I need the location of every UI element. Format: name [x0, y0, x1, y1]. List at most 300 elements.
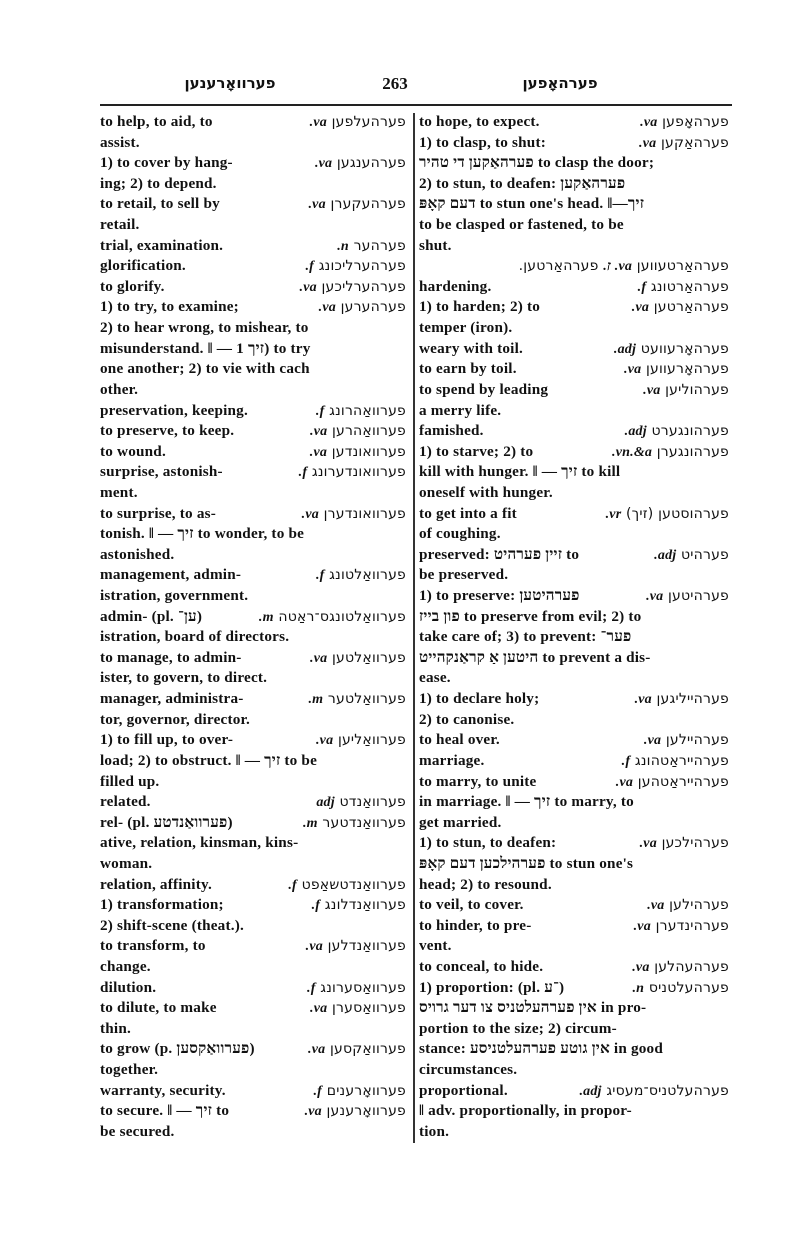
entry-line: [100, 504, 406, 525]
english-gloss: 1) to stun, to deafen:: [419, 834, 557, 852]
english-gloss: astonished.: [100, 545, 175, 563]
english-gloss: to get into a fit: [419, 504, 517, 522]
english-gloss: to heal over.: [419, 731, 500, 749]
entry-line: [419, 504, 729, 525]
entry-line: [419, 524, 729, 545]
english-gloss: shut.: [419, 236, 452, 254]
english-gloss: to secure. ‖ — זיך to: [100, 1102, 230, 1120]
entry-line: [100, 545, 406, 566]
entry-line: [100, 813, 406, 834]
english-gloss: to grow (p. פערוואַקסען): [100, 1040, 255, 1058]
entry-line: [100, 277, 406, 298]
part-of-speech: adj: [316, 795, 335, 811]
entry-line: [419, 153, 729, 174]
yiddish-headword: פערהונגערן: [656, 443, 729, 460]
entry-line: [100, 565, 406, 586]
entry-line: [100, 730, 406, 751]
headword-group: [316, 730, 406, 752]
yiddish-headword: פערהאַרטונג: [650, 278, 729, 295]
part-of-speech: adj.: [654, 547, 677, 563]
entry-line: [419, 401, 729, 422]
part-of-speech: f.: [307, 980, 316, 996]
english-gloss: to hope, to expect.: [419, 113, 540, 130]
entry-line: [100, 359, 406, 380]
entry-line: [419, 359, 729, 380]
english-gloss: 1) transformation;: [100, 896, 224, 914]
headword-group: [310, 648, 406, 670]
yiddish-headword: פערהערליכען: [321, 278, 406, 295]
english-gloss: אין פערהעלטניס צו דער גרויס in pro-: [419, 999, 647, 1017]
english-gloss: glorification.: [100, 257, 186, 275]
part-of-speech: va.: [309, 115, 327, 130]
entry-line: [419, 875, 729, 896]
english-gloss: kill with hunger. ‖ — זיך to kill: [419, 463, 621, 481]
entry-line: [100, 380, 406, 401]
yiddish-headword: פערהער: [353, 237, 406, 254]
yiddish-headword: פערוואָרענען: [326, 1103, 406, 1120]
yiddish-headword: פערוואַלטונגס־ראַטה: [278, 608, 406, 625]
yiddish-headword: פערהייליגען: [656, 691, 729, 708]
entry-line: [419, 813, 729, 834]
english-gloss: change.: [100, 957, 151, 975]
yiddish-headword: פערהעקערן: [330, 196, 406, 213]
entry-line: [419, 1019, 729, 1040]
yiddish-headword: פערוואַליען: [337, 732, 406, 749]
english-gloss: load; 2) to obstruct. ‖ — זיך to be: [100, 751, 318, 769]
entry-line: [100, 792, 406, 813]
english-gloss: פון בייז to preserve from evil; 2) to: [419, 607, 642, 625]
entry-line: [100, 236, 406, 257]
headword-group: [310, 442, 406, 464]
entry-line: [419, 689, 729, 710]
entry-line: [419, 215, 729, 236]
headword-group: [305, 256, 406, 278]
english-gloss: tion.: [419, 1122, 450, 1140]
yiddish-headword: פערהיילען: [665, 732, 729, 749]
yiddish-headword: פערהייראַטהונג: [634, 752, 729, 769]
english-gloss: tor, governor, director.: [100, 710, 251, 728]
yiddish-headword: פערוואַנדלונג: [324, 897, 406, 914]
part-of-speech: m.: [258, 609, 274, 625]
entry-line: [419, 710, 729, 731]
entry-line: [100, 586, 406, 607]
part-of-speech: va.: [632, 959, 650, 975]
entry-line: [100, 401, 406, 422]
part-of-speech: va.: [308, 197, 326, 213]
entry-line: [419, 112, 729, 133]
english-gloss: vent.: [419, 937, 452, 955]
entry-line: [100, 318, 406, 339]
page-number: 263: [382, 74, 408, 93]
part-of-speech: va.: [646, 589, 664, 605]
yiddish-headword: פערהוליען: [665, 381, 729, 398]
entry-line: [100, 998, 406, 1019]
yiddish-headword: פערהוסטען (זיך): [626, 505, 729, 522]
entry-line: [100, 153, 406, 174]
english-gloss: portion to the size; 2) circum-: [419, 1019, 617, 1037]
english-gloss: to surprise, to as-: [100, 504, 217, 522]
entry-line: [419, 957, 729, 978]
headword-group: [316, 401, 406, 423]
headword-group: [639, 133, 729, 155]
yiddish-headword: פערוואונדען: [331, 443, 406, 460]
english-gloss: to earn by toil.: [419, 360, 517, 378]
english-gloss: related.: [100, 793, 151, 811]
english-gloss: get married.: [419, 813, 502, 831]
headword-group: [305, 1101, 406, 1123]
entry-line: [419, 648, 729, 669]
english-gloss: 1) to declare holy;: [419, 690, 540, 708]
entry-line: [100, 1122, 406, 1143]
english-gloss: 2) to canonise.: [419, 710, 515, 728]
english-gloss: to help, to aid, to: [100, 113, 213, 130]
headword-group: [288, 875, 406, 897]
headword-group: [319, 297, 406, 319]
entry-line: [100, 483, 406, 504]
part-of-speech: va.: [640, 115, 658, 130]
yiddish-headword: פערוואונדערן: [323, 505, 406, 522]
entry-line: [100, 772, 406, 793]
headword-group: [614, 339, 729, 361]
part-of-speech: f.: [315, 403, 325, 419]
english-gloss: 2) to hear wrong, to mishear, to: [100, 319, 309, 337]
english-gloss: circumstances.: [419, 1061, 518, 1079]
english-gloss: warranty, security.: [100, 1081, 226, 1099]
english-gloss: relation, affinity.: [100, 875, 212, 893]
headword-group: [313, 1081, 406, 1103]
entry-line: [419, 462, 729, 483]
entry-line: [419, 751, 729, 772]
entry-line: [100, 936, 406, 957]
entry-line: [419, 565, 729, 586]
entry-line: [419, 339, 729, 360]
english-gloss: ease.: [419, 669, 451, 687]
part-of-speech: va.: [634, 692, 652, 708]
english-gloss: head; 2) to resound.: [419, 875, 552, 893]
headword-group: [308, 1039, 406, 1061]
entry-line: [100, 978, 406, 999]
cross-reference: פערהאַרטען.: [518, 258, 599, 275]
headword-group: [337, 236, 406, 258]
yiddish-headword: פערהעלטניס־מעסיג: [606, 1082, 729, 1099]
english-gloss: in marriage. ‖ — זיך to marry, to: [419, 793, 634, 811]
entry-line: [419, 133, 729, 154]
yiddish-headword: פערהעהלען: [654, 958, 729, 975]
yiddish-headword: פערהאַרטעווען: [636, 258, 729, 275]
english-gloss: marriage.: [419, 751, 485, 769]
headword-group: [307, 978, 406, 1000]
english-gloss: to spend by leading: [419, 380, 549, 398]
english-gloss: 1) to cover by hang-: [100, 154, 233, 172]
entry-line: [419, 978, 729, 999]
entry-line: [419, 318, 729, 339]
english-gloss: a merry life.: [419, 401, 502, 419]
english-gloss: to transform, to: [100, 937, 206, 955]
headword-group: [622, 751, 729, 773]
entry-line: [100, 668, 406, 689]
yiddish-headword: פערהערען: [340, 299, 406, 316]
entry-line: [419, 998, 729, 1019]
english-gloss: thin.: [100, 1019, 131, 1037]
english-gloss: preserved: זיין פערהיט to: [419, 545, 580, 563]
part-of-speech: m.: [308, 692, 324, 708]
english-gloss: istration, board of directors.: [100, 628, 290, 646]
yiddish-headword: פערהינדערן: [655, 917, 729, 934]
entry-line: [419, 1122, 729, 1143]
english-gloss: tonish. ‖ — זיך to wonder, to be: [100, 525, 305, 543]
headword-group: [632, 297, 729, 319]
yiddish-headword: פערוואַהרען: [331, 423, 406, 440]
headword-group: [310, 112, 406, 134]
headword-group: [315, 153, 406, 175]
headword-group: [606, 504, 729, 526]
headword-group: [303, 813, 406, 835]
yiddish-headword: פערהונגערט: [651, 423, 729, 440]
english-gloss: be preserved.: [419, 566, 509, 584]
yiddish-headword: פערהאָרעוועט: [640, 340, 729, 357]
english-gloss: ‖ adv. proportionally, in propor-: [419, 1102, 632, 1120]
headword-group: [624, 359, 729, 381]
yiddish-headword: פערוואַסערן: [332, 1000, 406, 1017]
english-gloss: preservation, keeping.: [100, 401, 248, 419]
entry-line: [100, 854, 406, 875]
entry-line: [100, 297, 406, 318]
headword-group: [632, 957, 729, 979]
headword-group: [647, 895, 729, 917]
yiddish-headword: פערהאָפען: [662, 114, 729, 130]
english-gloss: to manage, to admin-: [100, 648, 242, 666]
headword-group: [312, 895, 406, 917]
entry-line: [419, 442, 729, 463]
part-of-speech: f.: [637, 279, 647, 295]
entry-line: [419, 297, 729, 318]
part-of-speech: va.: [301, 506, 319, 522]
english-gloss: ing; 2) to depend.: [100, 174, 217, 192]
yiddish-headword: פערוואַלטונג: [329, 567, 406, 584]
english-gloss: 1) to fill up, to over-: [100, 731, 234, 749]
english-gloss: to glorify.: [100, 277, 165, 295]
entry-line: [419, 586, 729, 607]
entry-line: [419, 256, 729, 277]
headword-group: [316, 565, 406, 587]
headword-group: [302, 504, 406, 526]
headword-group: [310, 998, 406, 1020]
headword-group: [640, 833, 729, 855]
part-of-speech: va.: [309, 444, 328, 460]
entry-line: [100, 524, 406, 545]
headword-group: [316, 792, 406, 814]
part-of-speech: f.: [298, 465, 308, 481]
header-rule: [100, 104, 732, 106]
part-of-speech: va.: [643, 382, 661, 398]
entry-line: [419, 730, 729, 751]
english-gloss: to dilute, to make: [100, 999, 217, 1017]
entry-line: [419, 936, 729, 957]
entry-line: [100, 895, 406, 916]
part-of-speech: va.: [639, 836, 657, 852]
entry-line: [419, 627, 729, 648]
english-gloss: proportional.: [419, 1081, 508, 1099]
entry-line: [100, 1081, 406, 1102]
entry-line: [419, 174, 729, 195]
headword-group: [640, 112, 729, 134]
yiddish-headword: פערוואָרענים: [326, 1082, 406, 1099]
part-of-speech: f.: [305, 259, 315, 275]
english-gloss: woman.: [100, 854, 153, 872]
english-gloss: filled up.: [100, 772, 160, 790]
part-of-speech: va.: [305, 939, 323, 955]
english-gloss: to hinder, to pre-: [419, 916, 532, 934]
entry-line: [419, 194, 729, 215]
english-gloss: to veil, to cover.: [419, 896, 524, 914]
english-gloss: other.: [100, 380, 139, 398]
part-of-speech: f.: [288, 877, 297, 893]
entry-line: [419, 607, 729, 628]
part-of-speech: va.: [315, 733, 334, 749]
part-of-speech: adj.: [624, 424, 647, 440]
entry-line: [100, 133, 406, 154]
entry-line: [100, 442, 406, 463]
part-of-speech: n.: [632, 980, 645, 996]
part-of-speech: va.: [314, 156, 333, 172]
headword-group: [634, 916, 729, 938]
part-of-speech: f.: [313, 1083, 323, 1099]
english-gloss: rel- (pl. פערוואַנדטע): [100, 813, 233, 831]
part-of-speech: va.: [647, 898, 665, 914]
english-gloss: weary with toil.: [419, 339, 524, 357]
english-gloss: 2) shift-scene (theat.).: [100, 916, 244, 934]
english-gloss: to conceal, to hide.: [419, 957, 544, 975]
part-of-speech: va.: [633, 918, 651, 934]
yiddish-headword: פערהילען: [669, 897, 729, 914]
english-gloss: trial, examination.: [100, 236, 224, 254]
entry-line: [419, 772, 729, 793]
yiddish-headword: פערהיט: [681, 546, 729, 563]
part-of-speech: va.: [310, 650, 328, 666]
english-gloss: misunderstand. ‖ — זיך 1) to try: [100, 339, 311, 357]
entry-line: [100, 957, 406, 978]
entry-line: [100, 833, 406, 854]
yiddish-headword: פערהייראַטהען: [637, 773, 729, 790]
english-gloss: dilution.: [100, 978, 157, 996]
yiddish-headword: פערהאַרטען: [653, 299, 729, 316]
english-gloss: one another; 2) to vie with cach: [100, 360, 310, 378]
part-of-speech: va.: [643, 733, 662, 749]
english-gloss: be secured.: [100, 1122, 175, 1140]
yiddish-headword: פערוואַסערונג: [320, 979, 406, 996]
entry-line: [100, 1019, 406, 1040]
entry-line: [100, 710, 406, 731]
english-gloss: manager, administra-: [100, 690, 244, 708]
english-gloss: ister, to govern, to direct.: [100, 669, 268, 687]
entry-line: [419, 1081, 729, 1102]
english-gloss: hardening.: [419, 277, 492, 295]
english-gloss: oneself with hunger.: [419, 483, 553, 501]
english-gloss: 1) to harden; 2) to: [419, 298, 541, 316]
english-gloss: פערהאַקען די טהיר to clasp the door;: [419, 154, 655, 172]
headword-group: [310, 421, 406, 443]
part-of-speech: f.: [315, 568, 325, 584]
yiddish-headword: פערהעלפען: [331, 114, 406, 130]
english-gloss: 2) to stun, to deafen: פערהאַקען: [419, 174, 626, 192]
english-gloss: famished.: [419, 422, 484, 440]
entry-line: [419, 1101, 729, 1122]
entry-line: [100, 751, 406, 772]
part-of-speech: va.: [638, 135, 657, 151]
headword-group: [612, 442, 729, 464]
english-gloss: retail.: [100, 216, 140, 234]
headword-group: [308, 689, 406, 711]
english-gloss: temper (iron).: [419, 319, 513, 337]
entry-line: [100, 462, 406, 483]
headword-group: [300, 277, 406, 299]
yiddish-headword: פערהיטען: [668, 588, 729, 605]
entry-line: [419, 916, 729, 937]
entry-line: [419, 483, 729, 504]
yiddish-headword: פערהערליכונג: [318, 258, 406, 275]
english-gloss: 1) to try, to examine;: [100, 298, 239, 316]
running-head-left: פערוואָרענען: [184, 74, 276, 92]
part-of-speech: va.: [631, 300, 650, 316]
english-gloss: ative, relation, kinsman, kins-: [100, 834, 299, 852]
english-gloss: היטען אַ קראַנקהייט to prevent a dis-: [419, 648, 651, 666]
part-of-speech: va. ז.: [603, 259, 633, 275]
headword-group: [299, 462, 406, 484]
headword-group: [308, 194, 406, 216]
entry-line: [100, 194, 406, 215]
entry-line: [100, 256, 406, 277]
english-gloss: to be clasped or fastened, to be: [419, 216, 624, 234]
left-column: [100, 112, 406, 1142]
english-gloss: stance: אין גוטע פערהעלטניסע in good: [419, 1040, 663, 1058]
entry-line: [419, 236, 729, 257]
entry-line: [419, 1060, 729, 1081]
yiddish-headword: פערוואַלטען: [331, 649, 406, 666]
headword-group: [635, 689, 729, 711]
part-of-speech: va.: [318, 300, 336, 316]
english-gloss: to preserve, to keep.: [100, 422, 235, 440]
english-gloss: 1) proportion: (pl. ־ע): [419, 978, 565, 996]
yiddish-headword: פערוואַלטער: [327, 691, 406, 708]
yiddish-headword: פערוואַקסען: [330, 1041, 406, 1058]
english-gloss: פערהילכען דעם קאָפּ to stun one's: [419, 854, 634, 872]
yiddish-headword: פערוואַנדטער: [322, 814, 406, 831]
english-gloss: together.: [100, 1061, 159, 1079]
entry-line: [100, 174, 406, 195]
headword-group: [259, 607, 406, 629]
english-gloss: surprise, astonish-: [100, 463, 223, 481]
english-gloss: 1) to starve; 2) to: [419, 442, 534, 460]
english-gloss: to retail, to sell by: [100, 195, 220, 213]
entry-line: [100, 215, 406, 236]
entry-line: [419, 1039, 729, 1060]
yiddish-headword: פערהאַקען: [660, 134, 729, 151]
english-gloss: assist.: [100, 133, 140, 151]
entry-line: [419, 545, 729, 566]
english-gloss: take care of; 3) to prevent: פער־: [419, 628, 632, 646]
yiddish-headword: פערוואַנדטשאַפט: [301, 876, 406, 893]
part-of-speech: va.: [299, 279, 317, 295]
part-of-speech: va.: [624, 362, 642, 378]
english-gloss: admin- (pl. ען־): [100, 607, 203, 625]
running-head-right: פערהאָפען: [522, 74, 598, 92]
headword-group: [632, 978, 729, 1000]
english-gloss: to wound.: [100, 442, 166, 460]
entry-line: [419, 854, 729, 875]
yiddish-headword: פערהעלטניס: [648, 979, 729, 996]
headword-group: [638, 277, 729, 299]
entry-line: [419, 895, 729, 916]
